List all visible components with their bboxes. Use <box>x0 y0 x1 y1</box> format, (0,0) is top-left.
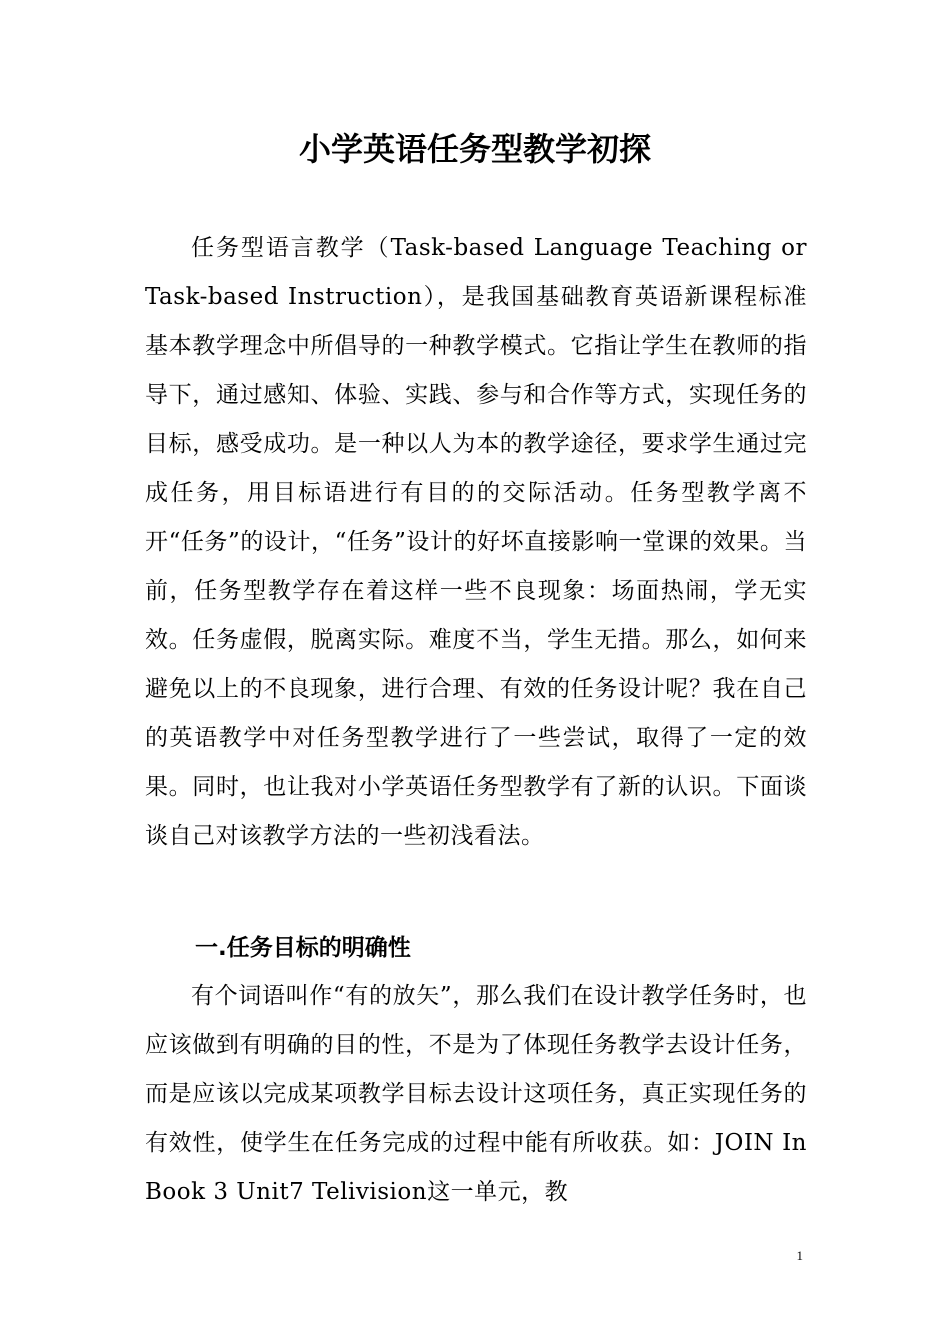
document-title: 小学英语任务型教学初探 <box>298 130 651 168</box>
section-paragraph: 有个词语叫作“有的放矢”，那么我们在设计教学任务时，也应该做到有明确的目的性，不是为了体现任务教学去设计任务，而是应该以完成某项教学目标去设计这项任务，真正实现任务的有效性，使学生在任务完成的过程中能有所收获。如：JOIN In Book 3 Unit7 Telivision这一单元，教 <box>145 983 807 1205</box>
page-number: 1 <box>796 1248 803 1263</box>
intro-paragraph: 任务型语言教学（Task-based Language Teaching or Task-based Instruction），是我国基础教育英语新课程标准基本教学理念中所倡导的一种教学模式。它指让学生在教师的指导下，通过感知、体验、实践、参与和合作等方式，实现任务的目标，感受成功。是一种以人为本的教学途径，要求学生通过完成任务，用目标语进行有目的的交际活动。任务型教学离不开“任务”的设计，“任务”设计的好坏直接影响一堂课的效果。当前，任务型教学存在着这样一些不良现象：场面热闹，学无实效。任务虚假，脱离实际。难度不当，学生无措。那么，如何来避免以上的不良现象，进行合理、有效的任务设计呢？我在自己的英语教学中对任务型教学进行了一些尝试，取得了一定的效果。同时，也让我对小学英语任务型教学有了新的认识。下面谈谈自己对该教学方法的一些初浅看法。 <box>145 235 807 849</box>
section-heading: 一.任务目标的明确性 <box>195 935 411 961</box>
